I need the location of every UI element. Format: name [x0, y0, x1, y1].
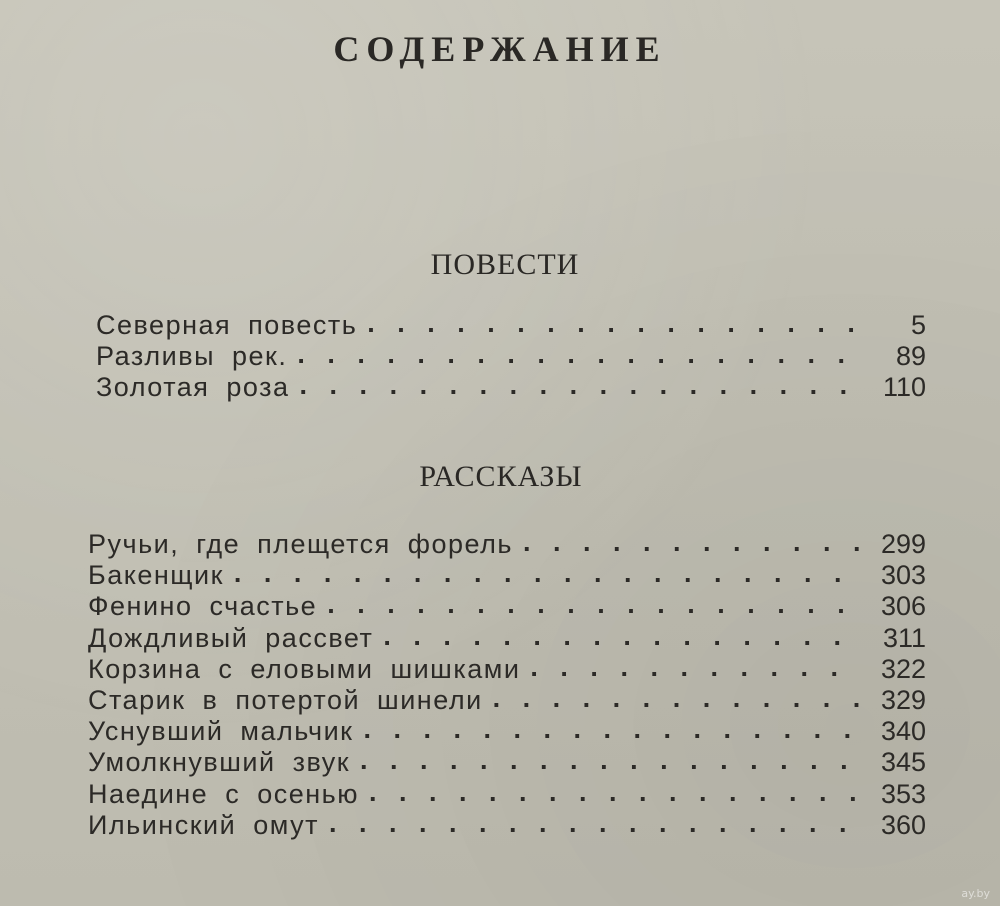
- toc-entry-title: Старик в потертой шинели: [88, 685, 483, 716]
- toc-entry: [96, 372, 926, 403]
- toc-entry: [88, 810, 926, 841]
- toc-entry-page: 340: [880, 716, 926, 747]
- dot-leader: [383, 621, 860, 652]
- toc-entry: [96, 310, 926, 341]
- toc-entry: [88, 685, 926, 716]
- toc-entry-title: Уснувший мальчик: [88, 716, 354, 747]
- toc-entry: [88, 716, 926, 747]
- toc-entry-page: 329: [880, 685, 926, 716]
- toc-entry: [88, 654, 926, 685]
- toc-list-povesti: [96, 310, 926, 403]
- toc-entry-page: 360: [880, 809, 926, 840]
- toc-entry-page: 322: [880, 653, 926, 684]
- toc-entry-title: Северная повесть: [96, 310, 358, 340]
- toc-entry-page: 306: [880, 591, 926, 622]
- page-title: СОДЕРЖАНИЕ: [333, 29, 667, 69]
- dot-leader: [327, 589, 860, 620]
- toc-entry-title: Корзина с еловыми шишками: [88, 653, 521, 684]
- dot-leader: [360, 745, 860, 776]
- dot-leader: [363, 714, 860, 745]
- dot-leader: [493, 683, 860, 714]
- watermark: ay.by: [961, 887, 990, 900]
- toc-entry: [96, 341, 926, 372]
- toc-entry: [88, 623, 926, 654]
- toc-entry-title: Наедине с осенью: [88, 778, 359, 809]
- toc-entry-title: Ручьи, где плещется форель: [88, 529, 513, 559]
- toc-entry-title: Дождливый рассвет: [88, 622, 374, 653]
- toc-entry-page: 303: [880, 560, 926, 591]
- toc-entry-title: Бакенщик: [88, 560, 224, 591]
- toc-entry-page: 311: [882, 622, 926, 653]
- dot-leader: [530, 652, 860, 683]
- dot-leader: [369, 777, 860, 808]
- toc-entry-page: 5: [910, 310, 926, 340]
- dot-leader: [367, 308, 860, 339]
- toc-entry: [88, 779, 926, 810]
- dot-leader: [297, 339, 860, 370]
- toc-entry-title: Умолкнувший звук: [88, 747, 351, 778]
- toc-entry-page: 345: [880, 747, 926, 778]
- toc-entry-page: 353: [880, 778, 926, 809]
- dot-leader: [523, 527, 860, 558]
- toc-entry-title: Разливы рек.: [96, 341, 288, 371]
- toc-entry-title: Золотая роза: [96, 372, 290, 402]
- toc-entry-page: 110: [882, 372, 926, 402]
- toc-entry: [88, 529, 926, 560]
- dot-leader: [300, 370, 860, 401]
- toc-entry: [88, 747, 926, 778]
- toc-entry: [88, 560, 926, 591]
- dot-leader: [329, 808, 860, 839]
- toc-entry-title: Ильинский омут: [88, 809, 319, 840]
- section-heading-rasskazy: РАССКАЗЫ: [419, 460, 583, 493]
- toc-entry-title: Фенино счастье: [88, 591, 318, 622]
- toc-entry: [88, 591, 926, 622]
- section-heading-povesti: ПОВЕСТИ: [430, 248, 580, 281]
- toc-entry-page: 299: [880, 529, 926, 559]
- toc-list-rasskazy: [88, 529, 926, 841]
- dot-leader: [234, 558, 860, 589]
- toc-entry-page: 89: [895, 341, 926, 371]
